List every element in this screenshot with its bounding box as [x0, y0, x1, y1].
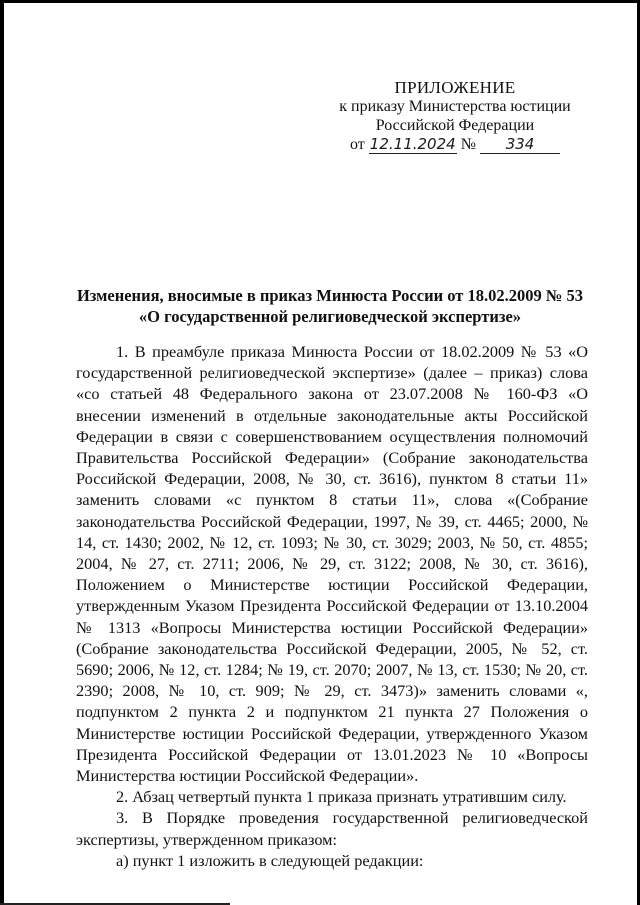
appendix-title: ПРИЛОЖЕНИЕ — [394, 78, 516, 97]
scan-border-left — [0, 0, 4, 905]
document-heading — [70, 285, 590, 327]
scan-border-top — [0, 0, 640, 3]
handwritten-date: 12.11.2024 — [369, 135, 456, 153]
appendix-dateline — [330, 135, 580, 154]
number-prefix: № — [460, 136, 477, 153]
paragraph-3: 3. В Порядке проведения государственной религиоведческой экспертизы, утвержденном приказом: — [76, 808, 588, 849]
handwritten-number: 334 — [480, 136, 560, 154]
heading-line-1: Изменения, вносимые в приказ Минюста России от 18.02.2009 № 53 — [76, 286, 584, 305]
document-body — [76, 341, 588, 871]
appendix-line-ministry: Российской Федерации — [375, 117, 535, 134]
heading-line-2: «О государственной религиоведческой экспертизе» — [138, 307, 522, 326]
date-prefix: от — [349, 136, 365, 153]
paragraph-2: 2. Абзац четвертый пункта 1 приказа признать утратившим силу. — [116, 787, 567, 807]
paragraph-1: 1. В преамбуле приказа Минюста России от 18.02.2009 № 53 «О государственной религиоведческой экспертизе» (далее – приказ) слова «со статьей 48 Федерального закона от 23.07.2008 № 160-ФЗ «О внесении изменений в отдельные законодательные акты Российской Федерации в связи с совершенствованием осуществления полномочий Правительства Российской Федерации» (Собрание законодательства Российской Федерации, 2008, № 30, ст. 3616), пунктом 8 статьи 11» заменить словами «с пунктом 8 статьи 11», слова «(Собрание законодательства Российской Федерации, 1997, № 39, ст. 4465; 2000, № 14, ст. 1430; 2002, № 12, ст. 1093; № 30, ст. 3029; 2003, № 50, ст. 4855; 2004, № 27, ст. 2711; 2006, № 29, ст. 3122; 2008, № 30, ст. 3616), Положением о Министерстве юстиции Российской Федерации, утвержденным Указом Президента Российской Федерации от 13.10.2004 № 1313 «Вопросы Министерства юстиции Российской Федерации» (Собрание законодательства Российской Федерации, 2005, № 52, ст. 5690; 2006, № 12, ст. 1284; № 19, ст. 2070; 2007, № 13, ст. 1530; № 20, ст. 2390; 2008, № 10, ст. 909; № 29, ст. 3473)» заменить словами «, подпунктом 2 пункта 2 и подпунктом 21 пункта 27 Положения о Министерстве юстиции Российской Федерации, утвержденного Указом Президента Российской Федерации от 13.01.2023 № 10 «Вопросы Министерства юстиции Российской Федерации». — [76, 342, 588, 786]
paragraph-3a: а) пункт 1 изложить в следующей редакции: — [116, 850, 424, 870]
appendix-line-order: к приказу Министерства юстиции — [339, 98, 571, 115]
appendix-block — [330, 78, 580, 154]
